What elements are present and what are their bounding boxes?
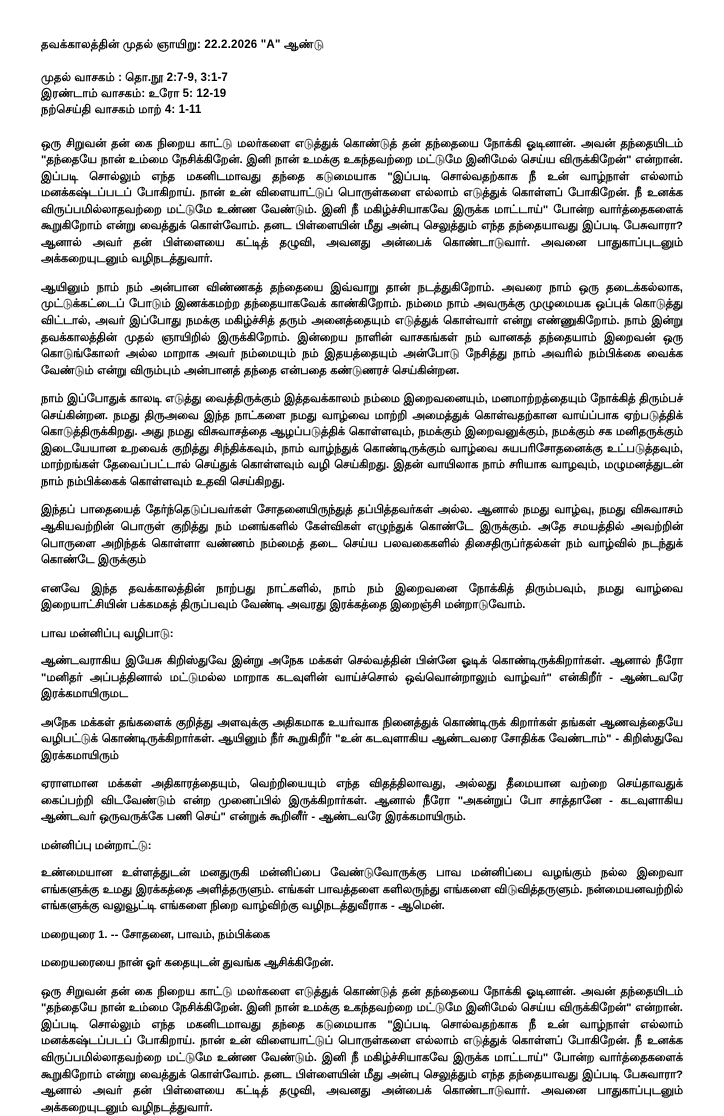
reading-first: முதல் வாசகம் : தொ.நூ 2:7-9, 3:1-7: [41, 71, 228, 84]
reflection-paragraph-4: இந்தப் பாதையைத் தேர்ந்தெடுப்பவர்கள் சோதனையிருந்துத் தப்பித்தவர்கள் அல்ல. ஆனால் நமது வாழ்வு, நமது விசுவாசம் ஆகியவற்றின் பொருள் குறித்து நம் மனங்களில் கேள்விகள் எழுந்துக் கொண்டே இருக்கும். அதே சமயத்தில் அவற்றின் பொருளை அறிந்தக் கொள்ளா வண்ணம் நம்மைத் தடை செய்ய பலவகைகளில் திசைதிருப்ர்தல்கள் நம் வாழ்வில் நடந்துக் கொண்டே இருக்கும்: [41, 504, 683, 567]
homily-body-paragraph: ஒரு சிறுவன் தன் கை நிறைய காட்டு மலர்களை எடுத்துக் கொண்டுத் தன் தந்தையை நோக்கி ஓடினான். அவன் தந்தையிடம் "தந்தையே நான் உம்மை நேசிக்கிறேன். இனி நான் உமக்கு உகந்தவற்றை மட்டுமே இனிமேல் செய்ய விருக்கிறேன்" என்றான். இப்படி சொல்லும் எந்த மகனிடமாவது தந்தை கடுமையாக "இப்படி சொல்வதற்காக நீ உன் வாழ்நாள் எல்லாம் மனக்கஷ்டப்படப் போகிறாய். நான் உன் விளையாட்டுப் பொருள்களை எல்லாம் எடுத்துக் கொள்ளப் போகிறேன். நீ உனக்க விருப்பமில்லாதவற்றை மட்டுமே உண்ண வேண்டும். இனி நீ மகிழ்ச்சியாகவே இருக்க மாட்டாய்" போன்ற வார்த்தைகளைக் கூறுகிறோம் என்று வைத்துக் கொள்வோம். தனட பிள்ளையின் மீது அன்பு செலுத்தும் எந்த தந்தையாவது இப்படி பேசுவாரா? ஆனால் அவர் தன் பிள்ளையை கட்டித் தழுவி, அவனது அன்பைக் கொண்டாடுவார். அவனை பாதுகாப்புடனும் அக்கறையுடனும் வழிநடத்துவார்.: [41, 985, 683, 1114]
reflection-paragraph-1: ஒரு சிறுவன் தன் கை நிறைய காட்டு மலர்களை எடுத்துக் கொண்டுத் தன் தந்தையை நோக்கி ஓடினான். அவன் தந்தையிடம் "தந்தையே நான் உம்மை நேசிக்கிறேன். இனி நான் உமக்கு உகந்தவற்றை மட்டுமே இனிமேல் செய்ய விருக்கிறேன்" என்றான். இப்படி சொல்லும் எந்த மகனிடமாவது தந்தை கடுமையாக "இப்படி சொல்வதற்காக நீ உன் வாழ்நாள் எல்லாம் மனக்கஷ்டப்படப் போகிறாய். நான் உன் விளையாட்டுப் பொருள்களை எல்லாம் எடுத்துக் கொள்ளப் போகிறேன். நீ உனக்க விருப்பமில்லாதவற்றை மட்டுமே உண்ண வேண்டும். இனி நீ மகிழ்ச்சியாகவே இருக்க மாட்டாய்" போன்ற வார்த்தைகளைக் கூறுகிறோம் என்று வைத்துக் கொள்வோம். தனட பிள்ளையின் மீது அன்பு செலுத்தும் எந்த தந்தையாவது இப்படி பேசுவாரா? ஆனால் அவர் தன் பிள்ளையை கட்டித் தழுவி, அவனது அன்பைக் கொண்டாடுவார். அவனை பாதுகாப்புடனும் அக்கறையுடனும் வழிநடத்துவார்.: [41, 137, 683, 266]
absolution-heading: மன்னிப்பு மன்றாட்டு:: [41, 840, 152, 853]
penitential-invocation-1: ஆண்டவராகிய இயேசு கிறிஸ்துவே இன்று அநேக மக்கள் செல்வத்தின் பின்னே ஓடிக் கொண்டிருக்கிறார்கள். ஆனால் நீரோ "மனிதர் அப்பத்தினால் மட்டுமல்ல மாறாக கடவுளின் வாய்ச்சொல் ஒவ்வொன்றாலும் வாழ்வர்" என்கிறீர் - ஆண்டவரே இரக்கமாயிருமட: [41, 655, 683, 701]
homily-intro: மறையரையை நான் ஓர் கதையுடன் துவங்க ஆசிக்கிறேன்.: [41, 957, 334, 970]
absolution-text: உண்மையான உள்ளத்துடன் மனதுருகி மன்னிப்பை வேண்டுவோருக்கு பாவ மன்னிப்பை வழங்கும் நல்ல இறைவா எங்களுக்கு உமது இரக்கத்தை அளித்தருளும். எங்கள் பாவத்தளை களிலருந்து எங்களை விடுவித்தருளும். நன்மையனவற்றில் எங்களுக்கு வலுவூட்டி எங்களை நிறை வாழ்விற்கு வழிநடத்துவீராக - ஆமென்.: [41, 867, 683, 913]
readings-list: [41, 70, 683, 119]
reflection-paragraph-5: எனவே இந்த தவக்காலத்தின் நாற்பது நாட்களில், நாம் நம் இறைவனை நோக்கித் திரும்பவும், நமது வாழ்வை இறையாட்சியின் பக்கமகத் திருப்பவும் வேண்டி அவரது இரக்கத்தை இறைஞ்சி மன்றாடுவோம்.: [41, 582, 683, 612]
reading-gospel: நற்செய்தி வாசகம் மாற் 4: 1-11: [41, 104, 202, 117]
penitential-invocation-3: ஏராளமான மக்கள் அதிகாரத்தையும், வெற்றியையும் எந்த விதத்திலாவது, அல்லது தீமையான வற்றை செய்தாவதுக் கைப்பற்றி விடவேண்டும் என்ற முனைப்பில் இருக்கிறார்கள். ஆனால் நீரோ "அகன்றுப் போ சாத்தானே - கடவுளாகிய ஆண்டவர் ஒருவருக்கே பணி செய்" என்றுக் கூறினீர் - ஆண்டவரே இரக்கமாயிரும்.: [41, 778, 683, 824]
reading-second: இரண்டாம் வாசகம்: உரோ 5: 12-19: [41, 87, 227, 100]
reflection-paragraph-3: நாம் இப்போதுக் காலடி எடுத்து வைத்திருக்கும் இத்தவக்காலம் நம்மை இறைவனையும், மனமாற்றத்தையும் நோக்கித் திரும்பச் செய்கின்றன. நமது திருஅவை இந்த நாட்களை நமது வாழ்வை மாற்றி அமைத்துக் கொள்வதற்கான வாய்ப்பாக ஏற்படுத்திக் கொடுத்திருக்கிறது. அது நமது விசுவாசத்தை ஆழப்படுத்திக் கொள்ளவும், நமக்கும் இறைவனுக்கும், நமக்கும் சக மனிதருக்கும் இடையேயான உறவைக் குறித்து சிந்திக்கவும், நாம் வாழ்ந்துக் கொண்டிருக்கும் வாழ்வை சுயபரிசோதனைக்கு உட்படுத்தவும், மாற்றங்கள் தேவைப்பட்டால் செய்துக் கொள்ளவும் வழி செய்கிறது. இதன் வாயிலாக நாம் சரியாக வாழவும், மழுமனத்துடன் நாம் நம்பிக்கைக் கொள்ளவும் உதவி செய்கிறது.: [41, 393, 683, 488]
page-title: தவக்காலத்தின் முதல் ஞாயிறு: 22.2.2026 "A" ஆண்டு: [41, 39, 325, 51]
penitential-invocation-2: அநேக மக்கள் தங்களைக் குறித்து அளவுக்கு அதிகமாக உயர்வாக நினைத்துக் கொண்டிருக் கிறார்கள் தங்கள் ஆணவத்தையே வழிபட்டுக் கொண்டிருக்கிறார்கள். ஆயினும் நீர் கூறுகிறீர் "உன் கடவுளாகிய ஆண்டவரை சோதிக்க வேண்டாம்" - கிறிஸ்துவே இரக்கமாயிரும்: [41, 716, 683, 762]
reflection-paragraph-2: ஆயினும் நாம் நம் அன்பான விண்ணகத் தந்தையை இவ்வாறு தான் நடத்துகிறோம். அவரை நாம் ஒரு தடைக்கல்லாக, முட்டுக்கட்டைப் போடும் இணக்கமற்ற தந்தையாகவேக் காண்கிறோம். நம்மை நாம் அவருக்கு முழுமையக ஒப்புக் கொடுத்து விட்டால், அவர் இப்போது நமக்கு மகிழ்ச்சித் தரும் அனைத்தையும் எடுத்துக் கொள்வார் என்று எண்ணுகிறோம். நாம் இன்று தவக்காலத்தின் முதல் ஞாயிறில் இருக்கிறோம். இன்றைய நாளின் வாசகங்கள் நம் வானகத் தந்தையாம் இறைவன் ஒரு கொடுங்கோலர் அல்ல மாறாக அவர் நம்மையும் நம் இதயத்தையும் அன்போடு நேசித்து நாம் அவரில் நம்பிக்கை வைக்க வேண்டும் என்று விரும்பும் அன்பானத் தந்தை என்பதை கண்டுணரச் செய்கின்றன.: [41, 281, 683, 377]
homily-heading: மறையுரை 1. -- சோதனை, பாவம், நம்பிக்கை: [41, 929, 271, 942]
penitential-rite-heading: பாவ மன்னிப்பு வழிபாடு:: [41, 627, 174, 640]
